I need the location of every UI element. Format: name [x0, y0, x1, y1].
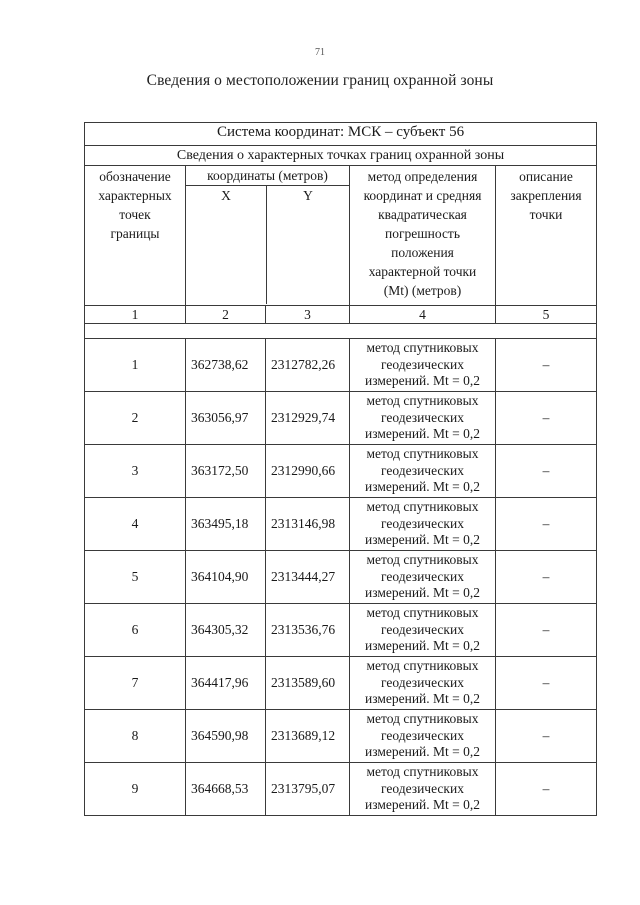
point-number-cell: 8	[85, 710, 186, 763]
y-coordinate-cell: 2312990,66	[266, 445, 350, 498]
description-cell: –	[496, 339, 597, 392]
description-cell: –	[496, 604, 597, 657]
coordinate-system-row: Система координат: МСК – субъект 56	[85, 123, 597, 146]
table-row	[85, 498, 597, 551]
method-cell	[350, 551, 496, 604]
page-number: 71	[315, 47, 325, 58]
method-line: измерений. Mt = 0,2	[364, 532, 481, 548]
header-row	[85, 166, 597, 306]
x-coordinate-cell: 363056,97	[186, 392, 266, 445]
x-coordinate-cell: 362738,62	[186, 339, 266, 392]
method-line: метод спутниковых	[366, 499, 479, 515]
description-cell: –	[496, 657, 597, 710]
x-coordinate-cell: 363172,50	[186, 445, 266, 498]
method-line: метод спутниковых	[366, 393, 479, 409]
x-coordinate-cell: 364668,53	[186, 763, 266, 816]
header-y: Y	[303, 188, 313, 203]
x-coordinate-cell: 364104,90	[186, 551, 266, 604]
method-line: геодезических	[381, 409, 464, 425]
point-number-cell: 3	[85, 445, 186, 498]
x-coordinate-cell: 364590,98	[186, 710, 266, 763]
column-number: 2	[186, 306, 266, 324]
point-number-cell: 5	[85, 551, 186, 604]
description-cell: –	[496, 498, 597, 551]
description-cell: –	[496, 763, 597, 816]
table-row	[85, 392, 597, 445]
y-coordinate-cell: 2313589,60	[266, 657, 350, 710]
x-coordinate-cell: 363495,18	[186, 498, 266, 551]
method-line: метод спутниковых	[366, 605, 479, 621]
description-cell: –	[496, 392, 597, 445]
method-line: геодезических	[381, 621, 464, 637]
x-coordinate-cell: 364305,32	[186, 604, 266, 657]
method-line: измерений. Mt = 0,2	[364, 638, 481, 654]
method-line: метод спутниковых	[366, 658, 479, 674]
point-number-cell: 6	[85, 604, 186, 657]
description-cell: –	[496, 551, 597, 604]
column-number: 5	[496, 306, 597, 324]
method-cell	[350, 763, 496, 816]
method-line: геодезических	[381, 727, 464, 743]
y-coordinate-cell: 2312782,26	[266, 339, 350, 392]
method-line: метод спутниковых	[366, 711, 479, 727]
method-line: метод спутниковых	[366, 446, 479, 462]
method-cell	[350, 604, 496, 657]
method-line: измерений. Mt = 0,2	[364, 585, 481, 601]
method-line: геодезических	[381, 568, 464, 584]
method-line: измерений. Mt = 0,2	[364, 744, 481, 760]
method-cell	[350, 657, 496, 710]
y-coordinate-cell: 2313146,98	[266, 498, 350, 551]
method-line: геодезических	[381, 780, 464, 796]
point-number-cell: 1	[85, 339, 186, 392]
y-coordinate-cell: 2313444,27	[266, 551, 350, 604]
method-line: измерений. Mt = 0,2	[364, 373, 481, 389]
document-title: Сведения о местоположении границ охранной зоны	[146, 72, 494, 89]
method-line: измерений. Mt = 0,2	[364, 479, 481, 495]
method-cell	[350, 498, 496, 551]
method-line: метод спутниковых	[366, 340, 479, 356]
spacer-row	[85, 324, 597, 339]
method-line: метод спутниковых	[366, 552, 479, 568]
table-row	[85, 551, 597, 604]
column-number: 3	[266, 306, 350, 324]
description-cell: –	[496, 445, 597, 498]
method-line: измерений. Mt = 0,2	[364, 426, 481, 442]
table-row	[85, 657, 597, 710]
header-coordinates	[186, 166, 350, 306]
y-coordinate-cell: 2312929,74	[266, 392, 350, 445]
header-method: метод определения координат и средняя квадратическая погрешность положения характерной точки (Mt) (метров)	[350, 166, 496, 306]
header-x: X	[186, 186, 267, 304]
method-cell	[350, 710, 496, 763]
empty-cell	[85, 324, 597, 339]
method-line: измерений. Mt = 0,2	[364, 797, 481, 813]
y-coordinate-cell: 2313536,76	[266, 604, 350, 657]
header-point-designation: обозначение характерных точек границы	[85, 166, 186, 306]
method-cell	[350, 392, 496, 445]
table-row	[85, 763, 597, 816]
method-cell	[350, 339, 496, 392]
method-line: измерений. Mt = 0,2	[364, 691, 481, 707]
table-row	[85, 445, 597, 498]
point-number-cell: 7	[85, 657, 186, 710]
method-line: геодезических	[381, 356, 464, 372]
table-row	[85, 604, 597, 657]
table-row	[85, 710, 597, 763]
point-number-cell: 9	[85, 763, 186, 816]
column-number: 4	[350, 306, 496, 324]
method-line: метод спутниковых	[366, 764, 479, 780]
coordinates-table	[84, 122, 597, 816]
y-coordinate-cell: 2313795,07	[266, 763, 350, 816]
table-subtitle-row: Сведения о характерных точках границ охранной зоны	[85, 146, 597, 166]
method-line: геодезических	[381, 462, 464, 478]
x-coordinate-cell: 364417,96	[186, 657, 266, 710]
point-number-cell: 2	[85, 392, 186, 445]
method-cell	[350, 445, 496, 498]
column-number: 1	[85, 306, 186, 324]
point-number-cell: 4	[85, 498, 186, 551]
method-line: геодезических	[381, 674, 464, 690]
column-number-row	[85, 306, 597, 324]
table-row	[85, 339, 597, 392]
header-description: описание закрепления точки	[496, 166, 597, 306]
y-coordinate-cell: 2313689,12	[266, 710, 350, 763]
description-cell: –	[496, 710, 597, 763]
header-coordinates-label: координаты (метров)	[186, 166, 350, 186]
method-line: геодезических	[381, 515, 464, 531]
